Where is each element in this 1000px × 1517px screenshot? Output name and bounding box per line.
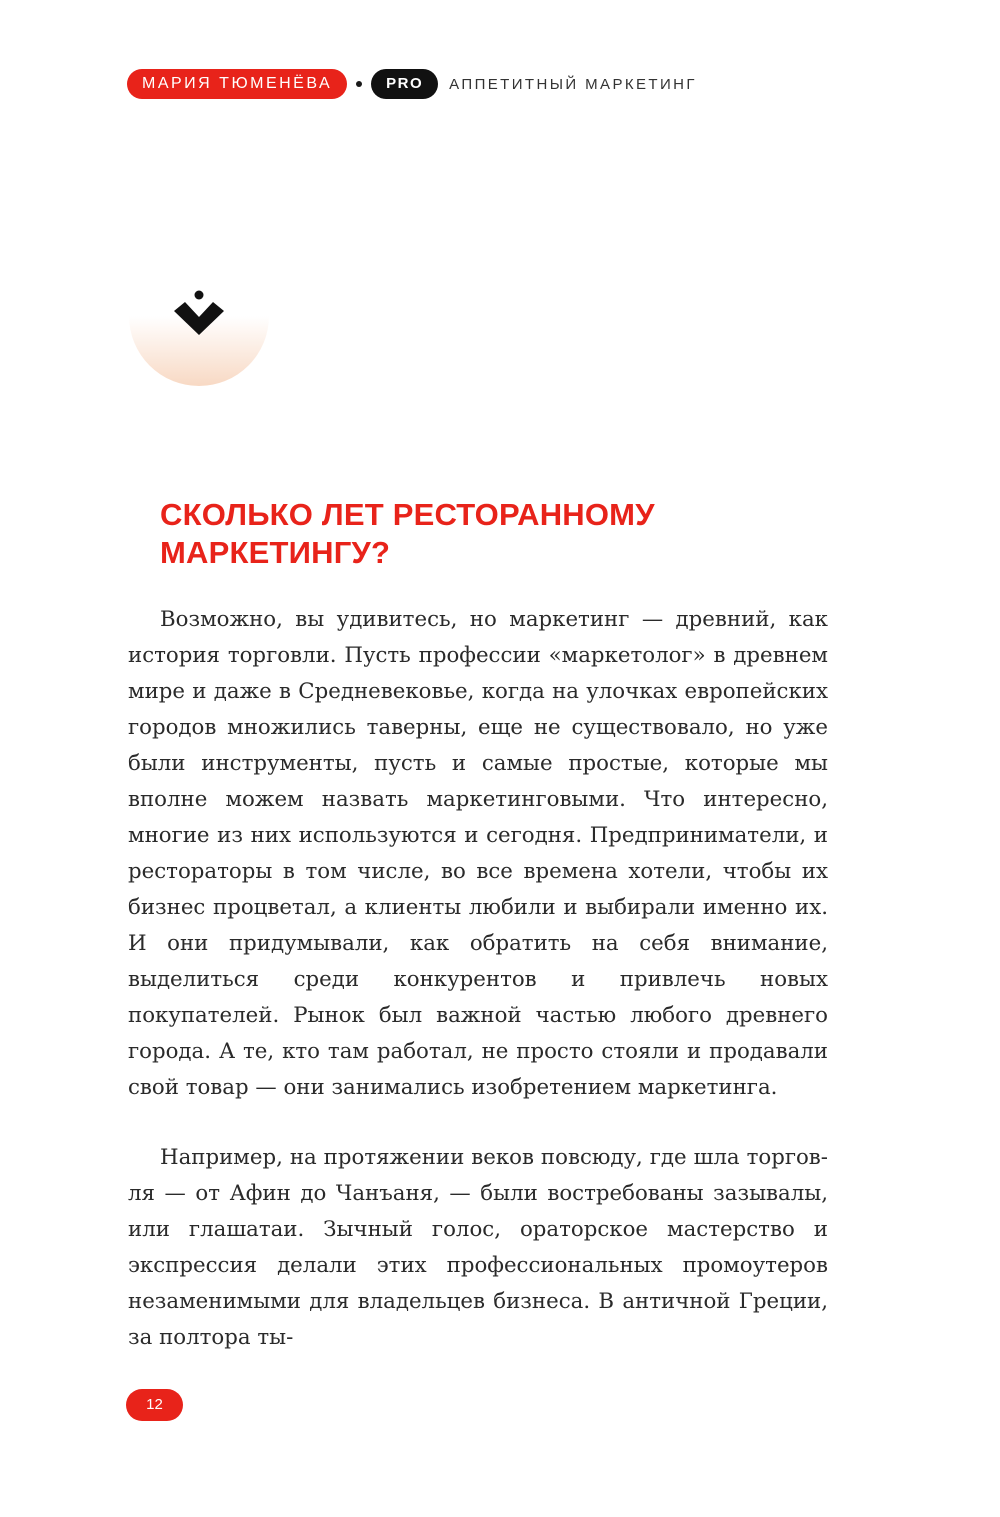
page-number: 12 bbox=[126, 1389, 183, 1421]
series-title: АППЕТИТНЫЙ МАРКЕТИНГ bbox=[449, 75, 697, 93]
body-paragraph-2: Например, на протяжении веков повсюду, где шла торговля — от Афин до Чанъаня, — были востребованы зазывалы, или глашатаи. Зычный голос, ораторское мастерство и экспрессия делали этих профессиональных промоутеров незаменимыми для владельцев бизнеса. В античной Греции, за полтора ты- bbox=[128, 1145, 828, 1350]
chapter-title: СКОЛЬКО ЛЕТ РЕСТОРАННОМУ МАРКЕТИНГУ? bbox=[160, 497, 655, 570]
separator-dot-icon bbox=[356, 81, 362, 87]
pro-badge: PRO bbox=[371, 69, 438, 99]
body-paragraph-1: Возможно, вы удивитесь, но маркетинг — древний, как история торговли. Пусть профессии «маркетолог» в древнем мире и даже в Средневековье, когда на улочках европейских городов множились таверны, еще не существовало, но уже были инструменты, пусть и самые простые, которые мы вполне можем назвать маркетинговыми. Что интересно, многие из них используются и сегодня. Предприниматели, и рестораторы в том числе, во все времена хотели, чтобы их бизнес процветал, а клиенты любили и выбирали именно их. И они придумывали, как обратить на себя внимание, выделиться среди конкурентов и привлечь новых покупателей. Рынок был важной частью любого древнего города. А те, кто там работал, не просто стояли и продавали свой товар — они занимались изобретением маркетинга. bbox=[128, 607, 828, 1100]
running-header bbox=[127, 69, 697, 99]
author-badge: МАРИЯ ТЮМЕНЁВА bbox=[127, 69, 347, 99]
emblem-dot bbox=[195, 291, 204, 300]
dot-chevron-icon bbox=[129, 276, 269, 386]
